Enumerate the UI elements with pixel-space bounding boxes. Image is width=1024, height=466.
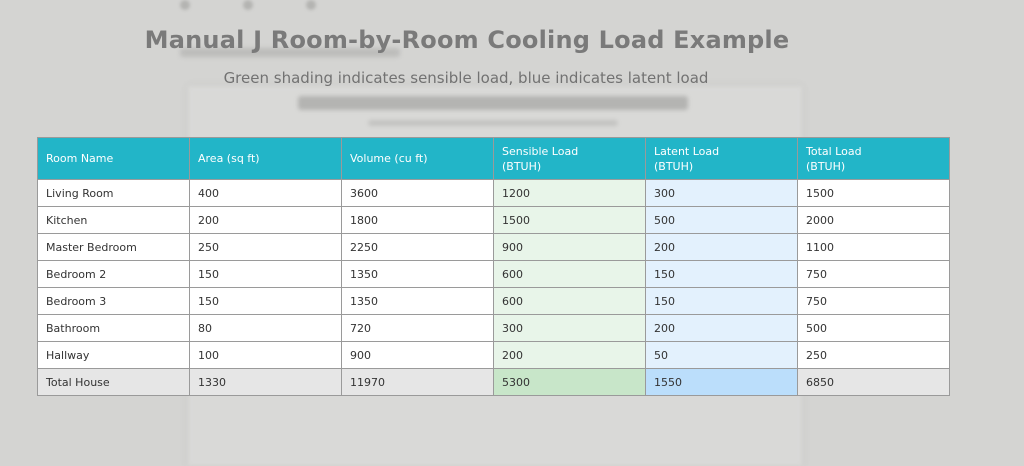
- cell-latent-load: 200: [646, 234, 798, 261]
- cell-volume: 1350: [342, 288, 494, 315]
- total-row: [38, 369, 950, 396]
- column-header-line: Area (sq ft): [198, 152, 260, 165]
- cell-latent-load: 200: [646, 315, 798, 342]
- cell-sensible-load: 1200: [494, 180, 646, 207]
- cell-room-name: Kitchen: [38, 207, 190, 234]
- cell-sensible-load: 600: [494, 261, 646, 288]
- cell-sensible-load: 5300: [494, 369, 646, 396]
- cell-area: 200: [190, 207, 342, 234]
- column-header-line: Latent Load: [654, 144, 720, 158]
- table-header-row: [38, 138, 950, 180]
- column-header-line: Sensible Load: [502, 144, 579, 158]
- cooling-load-table: [37, 137, 950, 396]
- cell-volume: 720: [342, 315, 494, 342]
- cell-total-load: 2000: [798, 207, 950, 234]
- column-header-line: Total Load: [806, 144, 862, 158]
- cell-volume: 2250: [342, 234, 494, 261]
- table-row: [38, 207, 950, 234]
- cell-room-name: Total House: [38, 369, 190, 396]
- page-title: Manual J Room-by-Room Cooling Load Example: [144, 26, 790, 54]
- cell-latent-load: 150: [646, 261, 798, 288]
- column-header-line: (BTUH): [502, 159, 542, 173]
- cell-area: 100: [190, 342, 342, 369]
- column-header-volume: [342, 138, 494, 180]
- background-document-title: [298, 96, 688, 110]
- cell-latent-load: 1550: [646, 369, 798, 396]
- cell-area: 1330: [190, 369, 342, 396]
- cell-sensible-load: 200: [494, 342, 646, 369]
- cell-room-name: Master Bedroom: [38, 234, 190, 261]
- table-row: [38, 342, 950, 369]
- background-dot-icon: [306, 0, 316, 10]
- background-toolbar: [180, 0, 420, 8]
- cell-latent-load: 300: [646, 180, 798, 207]
- cell-latent-load: 150: [646, 288, 798, 315]
- cell-volume: 1350: [342, 261, 494, 288]
- background-dot-icon: [180, 0, 190, 10]
- cell-total-load: 1500: [798, 180, 950, 207]
- cell-room-name: Bathroom: [38, 315, 190, 342]
- cell-total-load: 750: [798, 261, 950, 288]
- column-header-latent-load: [646, 138, 798, 180]
- cell-sensible-load: 600: [494, 288, 646, 315]
- cell-area: 400: [190, 180, 342, 207]
- table-row: [38, 261, 950, 288]
- column-header-line: (BTUH): [806, 159, 846, 173]
- cell-volume: 3600: [342, 180, 494, 207]
- column-header-area: [190, 138, 342, 180]
- cell-sensible-load: 1500: [494, 207, 646, 234]
- cell-latent-load: 500: [646, 207, 798, 234]
- column-header-sensible-load: [494, 138, 646, 180]
- cell-area: 80: [190, 315, 342, 342]
- cell-sensible-load: 900: [494, 234, 646, 261]
- cell-area: 150: [190, 261, 342, 288]
- page-subtitle: Green shading indicates sensible load, blue indicates latent load: [223, 69, 709, 87]
- column-header-room-name: [38, 138, 190, 180]
- cell-room-name: Bedroom 3: [38, 288, 190, 315]
- column-header-line: (BTUH): [654, 159, 694, 173]
- background-dot-icon: [243, 0, 253, 10]
- column-header-line: Room Name: [46, 152, 114, 165]
- background-document-subtitle: [368, 120, 618, 126]
- table-row: [38, 288, 950, 315]
- cell-area: 250: [190, 234, 342, 261]
- cell-volume: 900: [342, 342, 494, 369]
- cell-total-load: 1100: [798, 234, 950, 261]
- column-header-total-load: [798, 138, 950, 180]
- cell-total-load: 500: [798, 315, 950, 342]
- cell-room-name: Living Room: [38, 180, 190, 207]
- cell-total-load: 750: [798, 288, 950, 315]
- cell-total-load: 6850: [798, 369, 950, 396]
- table-row: [38, 180, 950, 207]
- cell-total-load: 250: [798, 342, 950, 369]
- table-row: [38, 315, 950, 342]
- column-header-line: Volume (cu ft): [350, 152, 428, 165]
- cell-volume: 11970: [342, 369, 494, 396]
- cell-volume: 1800: [342, 207, 494, 234]
- cell-latent-load: 50: [646, 342, 798, 369]
- cell-area: 150: [190, 288, 342, 315]
- table-row: [38, 234, 950, 261]
- cell-sensible-load: 300: [494, 315, 646, 342]
- cell-room-name: Bedroom 2: [38, 261, 190, 288]
- cell-room-name: Hallway: [38, 342, 190, 369]
